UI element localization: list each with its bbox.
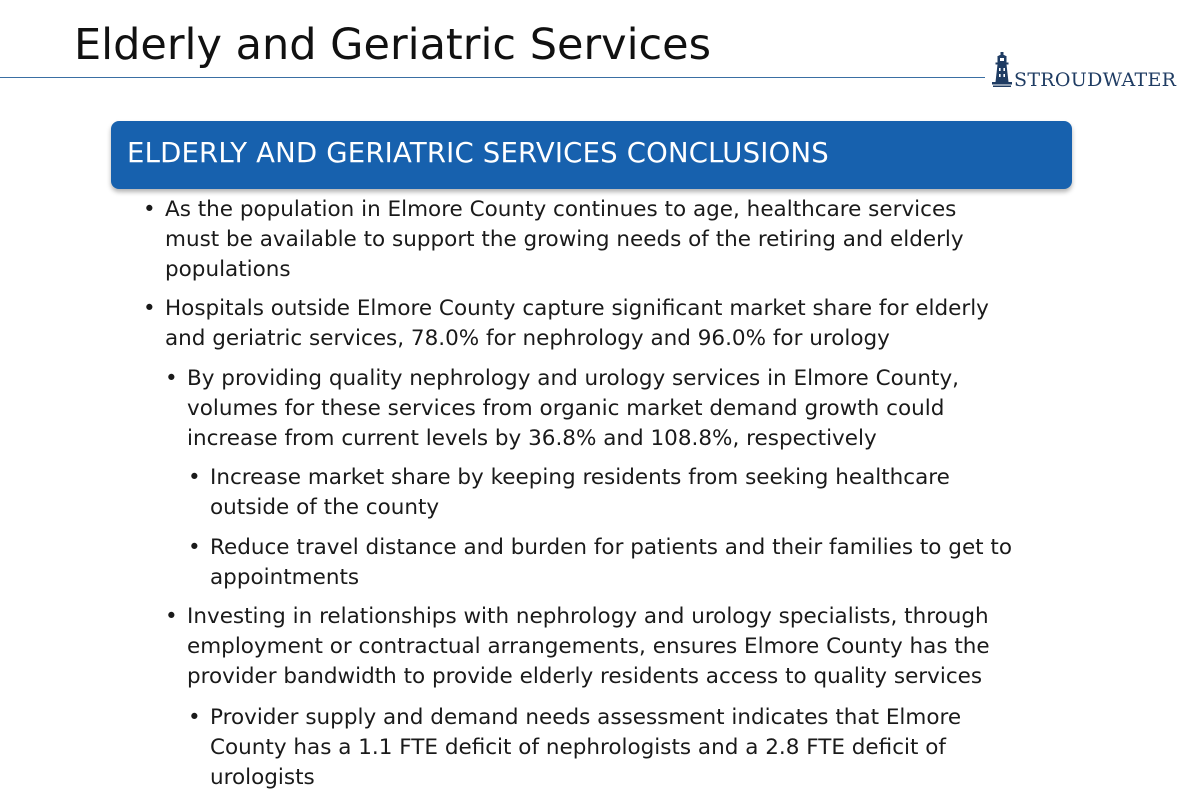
bullet-line: outside of the county bbox=[210, 495, 440, 520]
lighthouse-icon bbox=[990, 52, 1014, 92]
slide-title: Elderly and Geriatric Services bbox=[74, 20, 712, 70]
bullet-item bbox=[165, 294, 989, 354]
bullet-line: • Hospitals outside Elmore County capture significant market share for elderly bbox=[165, 296, 989, 321]
bullet-item bbox=[187, 602, 990, 692]
stroudwater-logo bbox=[990, 52, 1183, 96]
bullet-line: • By providing quality nephrology and urology services in Elmore County, bbox=[187, 366, 960, 391]
bullet-line: increase from current levels by 36.8% and 108.8%, respectively bbox=[187, 426, 877, 451]
bullet-item bbox=[210, 463, 950, 523]
bullet-line: • Investing in relationships with nephrology and urology specialists, through bbox=[187, 604, 989, 629]
bullet-line: provider bandwidth to provide elderly residents access to quality services bbox=[187, 664, 983, 689]
section-heading: ELDERLY AND GERIATRIC SERVICES CONCLUSIONS bbox=[127, 137, 829, 169]
bullet-line: volumes for these services from organic market demand growth could bbox=[187, 396, 945, 421]
bullet-line: • As the population in Elmore County continues to age, healthcare services bbox=[165, 197, 957, 222]
bullet-line: employment or contractual arrangements, ensures Elmore County has the bbox=[187, 634, 990, 659]
bullet-item bbox=[187, 364, 959, 454]
bullet-line: • Reduce travel distance and burden for patients and their families to get to bbox=[210, 535, 1013, 560]
bullet-line: populations bbox=[165, 257, 291, 282]
bullet-item bbox=[210, 533, 1012, 593]
bullet-line: urologists bbox=[210, 765, 315, 790]
logo-wordmark: STROUDWATER bbox=[1014, 69, 1177, 91]
bullet-item bbox=[210, 703, 961, 793]
title-rule bbox=[0, 77, 985, 78]
bullet-item bbox=[165, 195, 964, 285]
bullet-line: must be available to support the growing needs of the retiring and elderly bbox=[165, 227, 964, 252]
bullet-line: appointments bbox=[210, 565, 360, 590]
bullet-line: and geriatric services, 78.0% for nephrology and 96.0% for urology bbox=[165, 326, 890, 351]
section-banner bbox=[111, 121, 1072, 189]
bullet-line: • Increase market share by keeping residents from seeking healthcare bbox=[210, 465, 950, 490]
bullet-line: • Provider supply and demand needs assessment indicates that Elmore bbox=[210, 705, 962, 730]
bullet-line: County has a 1.1 FTE deficit of nephrologists and a 2.8 FTE deficit of bbox=[210, 735, 946, 760]
